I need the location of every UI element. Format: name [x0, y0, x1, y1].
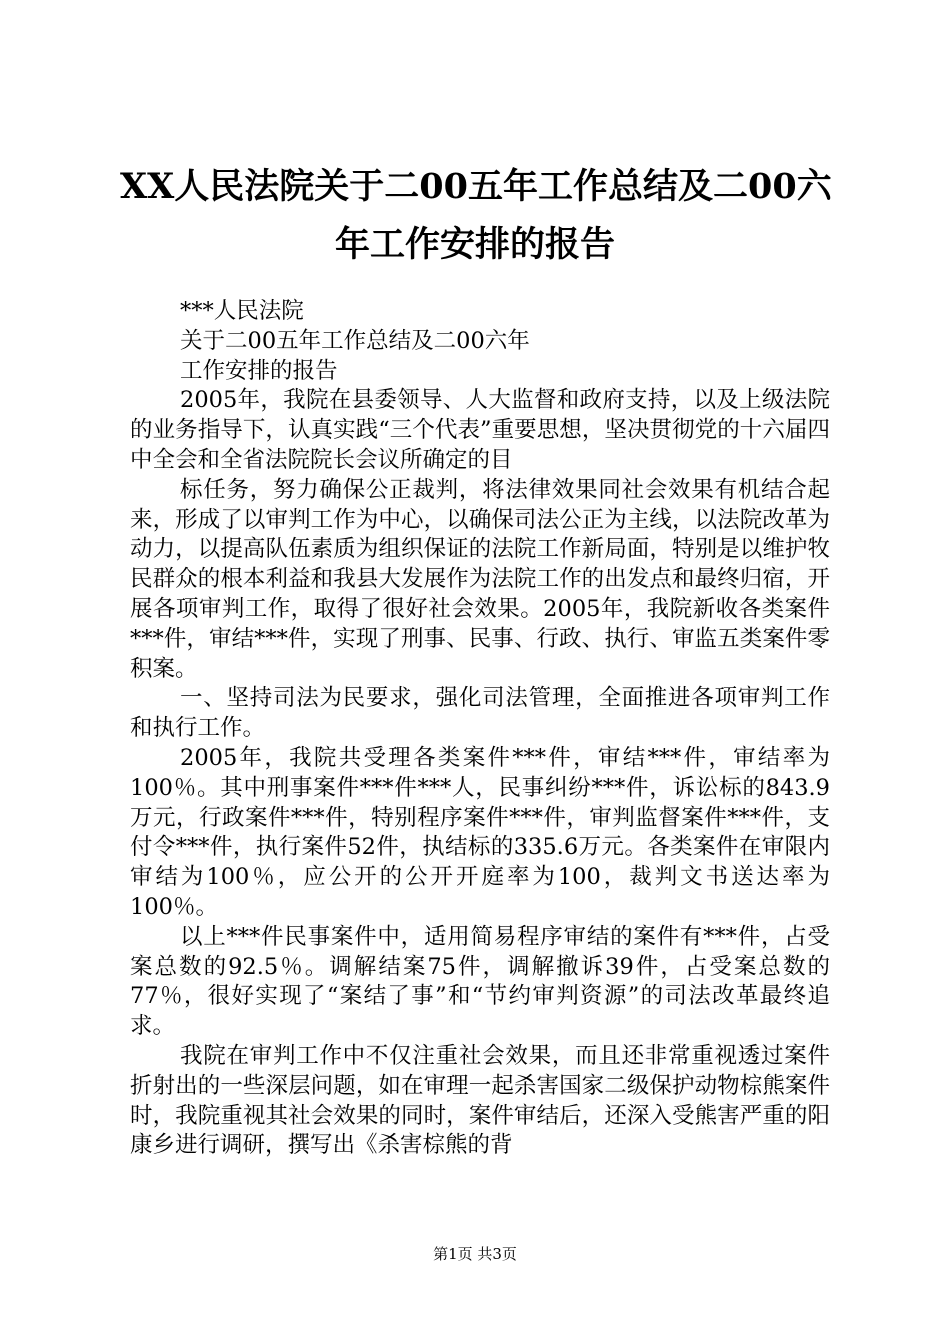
paragraph: ***人民法院	[180, 298, 304, 324]
paragraph: 标任务，努力确保公正裁判，将法律效果同社会效果有机结合起来，形成了以审判工作为中心，以确保司法公正为主线，以法院改革为动力，以提高队伍素质为组织保证的法院工作新局面，特别是以维护牧民群众的根本利益和我县大发展作为法院工作的出发点和最终归宿，开展各项审判工作，取得了很好社会效果。2005年，我院新收各类案件***件，审结***件，实现了刑事、民事、行政、执行、审监五类案件零积案。	[130, 476, 830, 682]
document-body	[130, 297, 830, 1161]
paragraph: 2005年，我院共受理各类案件***件，审结***件，审结率为100％。其中刑事案件***件***人，民事纠纷***件，诉讼标的843.9万元，行政案件***件，特别程序案件***件，审判监督案件***件，支付令***件，执行案件52件，执结标的335.6万元。各类案件在审限内审结为100％，应公开的公开开庭率为100，裁判文书送达率为100％。	[130, 744, 830, 920]
page-footer	[0, 1244, 950, 1264]
paragraph: 关于二00五年工作总结及二00六年	[180, 327, 530, 354]
paragraph: 以上***件民事案件中，适用简易程序审结的案件有***件，占受案总数的92.5％。调解结案75件，调解撤诉39件，占受案总数的77％，很好实现了“案结了事”和“节约审判资源”的司法改革最终追求。	[130, 923, 830, 1040]
paragraph: 一、坚持司法为民要求，强化司法管理，全面推进各项审判工作和执行工作。	[130, 685, 830, 742]
document-title	[120, 158, 830, 274]
title-line-2: 年工作安排的报告	[334, 224, 615, 265]
title-line-1: XX人民法院关于二00五年工作总结及二00六	[120, 166, 832, 207]
paragraph: 工作安排的报告	[180, 357, 338, 384]
page-indicator: 第1页 共3页	[433, 1245, 517, 1263]
paragraph: 2005年，我院在县委领导、人大监督和政府支持，以及上级法院的业务指导下，认真实践“三个代表”重要思想，坚决贯彻党的十六届四中全会和全省法院院长会议所确定的目	[130, 387, 830, 473]
paragraph: 我院在审判工作中不仅注重社会效果，而且还非常重视透过案件折射出的一些深层问题，如在审理一起杀害国家二级保护动物棕熊案件时，我院重视其社会效果的同时，案件审结后，还深入受熊害严重的阳康乡进行调研，撰写出《杀害棕熊的背	[130, 1042, 830, 1159]
